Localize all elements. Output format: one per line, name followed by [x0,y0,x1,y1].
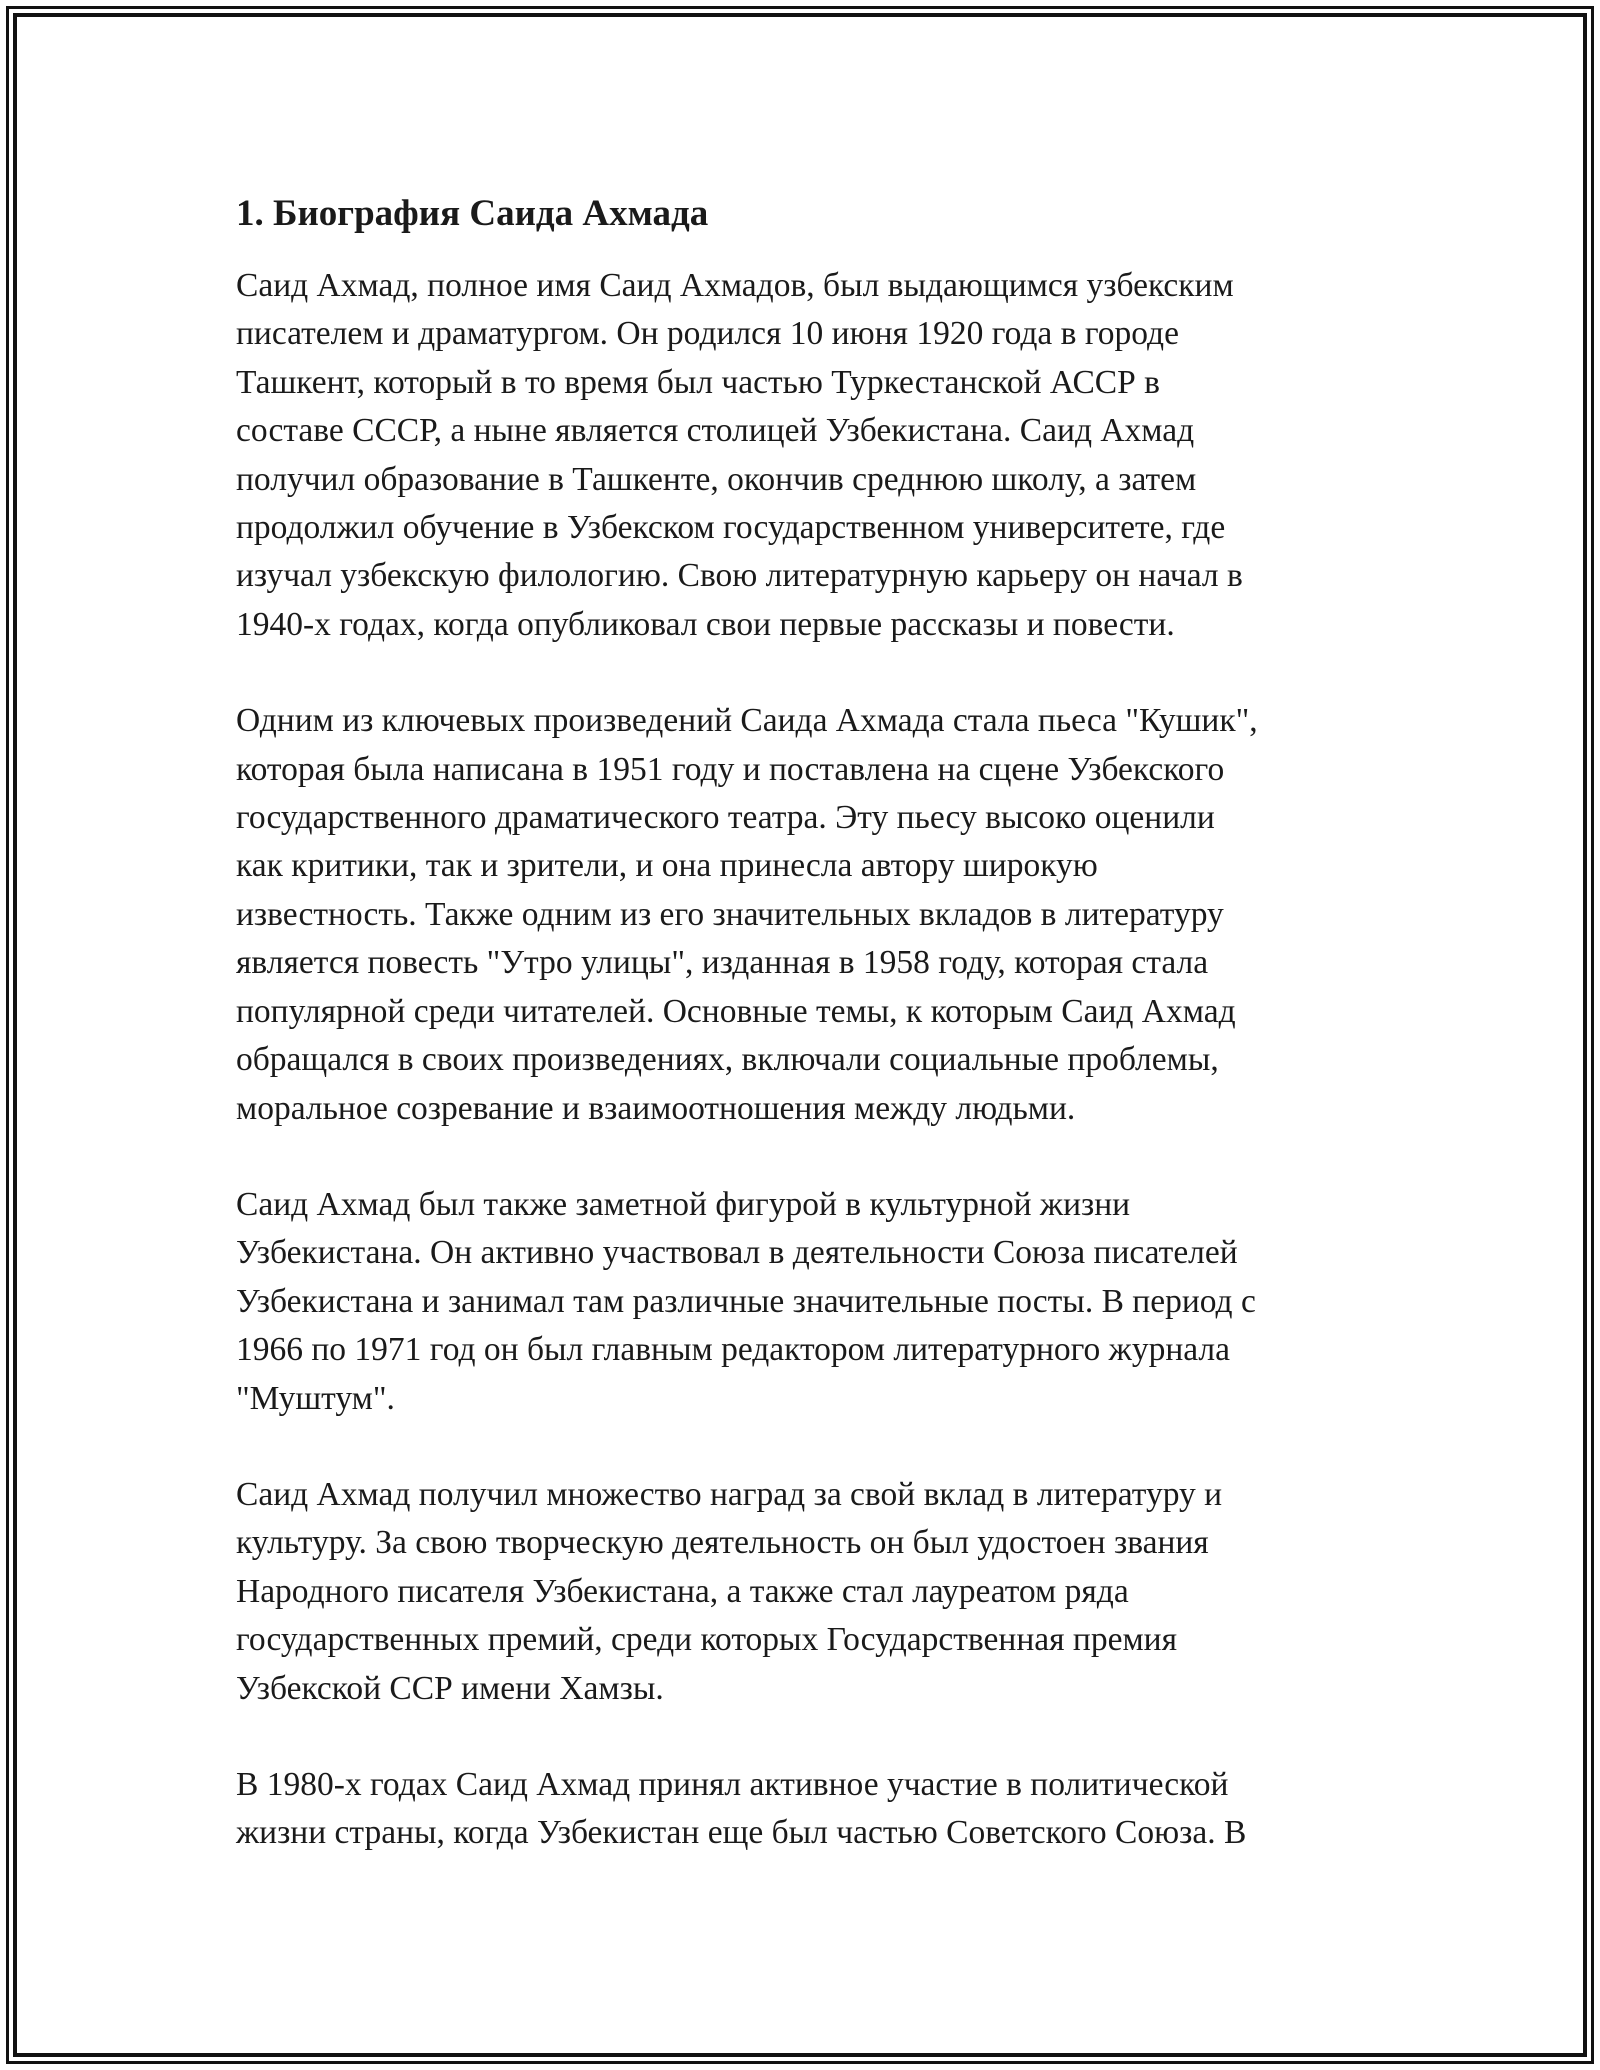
paragraph-spacer [236,1713,1366,1761]
paragraph-spacer [236,649,1366,697]
heading-spacer [236,242,1366,262]
paragraph-spacer [236,1133,1366,1181]
section-heading: 1. Биография Саида Ахмада [236,193,709,234]
paragraph-3: Саид Ахмад был также заметной фигурой в культурной жизни Узбекистана. Он активно участвовал в деятельности Союза писателей Узбекистана и занимал там различные значительные посты. В период с 1966 по 1971 год он был главным редактором литературного журнала "Муштум". [236,1185,1256,1417]
paragraph-2: Одним из ключевых произведений Саида Ахмада стала пьеса "Кушик", которая была написана в 1951 году и поставлена на сцене Узбекского государственного драматического театра. Эту пьесу высоко оценили как критики, так и зрители, и она принесла автору широкую известность. Также одним из его значительных вкладов в литературу является повесть "Утро улицы", изданная в 1958 году, которая стала популярной среди читателей. Основные темы, к которым Саид Ахмад обращался в своих произведениях, включали социальные проблемы, моральное созревание и взаимоотношения между людьми. [236,702,1258,1127]
document-body [236,186,1366,1858]
paragraph-spacer [236,1423,1366,1471]
paragraph-5: В 1980-х годах Саид Ахмад принял активное участие в политической жизни страны, когда Узбекистан еще был частью Советского Союза. В [236,1765,1247,1852]
paragraph-1: Саид Ахмад, полное имя Саид Ахмадов, был выдающимся узбекским писателем и драматургом. Он родился 10 июня 1920 года в городе Ташкент, который в то время был частью Туркестанской АССР в составе СССР, а ныне является столицей Узбекистана. Саид Ахмад получил образование в Ташкенте, окончив среднюю школу, а затем продолжил обучение в Узбекском государственном университете, где изучал узбекскую филологию. Свою литературную карьеру он начал в 1940-х годах, когда опубликовал свои первые рассказы и повести. [236,267,1243,643]
paragraph-4: Саид Ахмад получил множество наград за свой вклад в литературу и культуру. За свою творческую деятельность он был удостоен звания Народного писателя Узбекистана, а также стал лауреатом ряда государственных премий, среди которых Государственная премия Узбекской ССР имени Хамзы. [236,1475,1223,1707]
